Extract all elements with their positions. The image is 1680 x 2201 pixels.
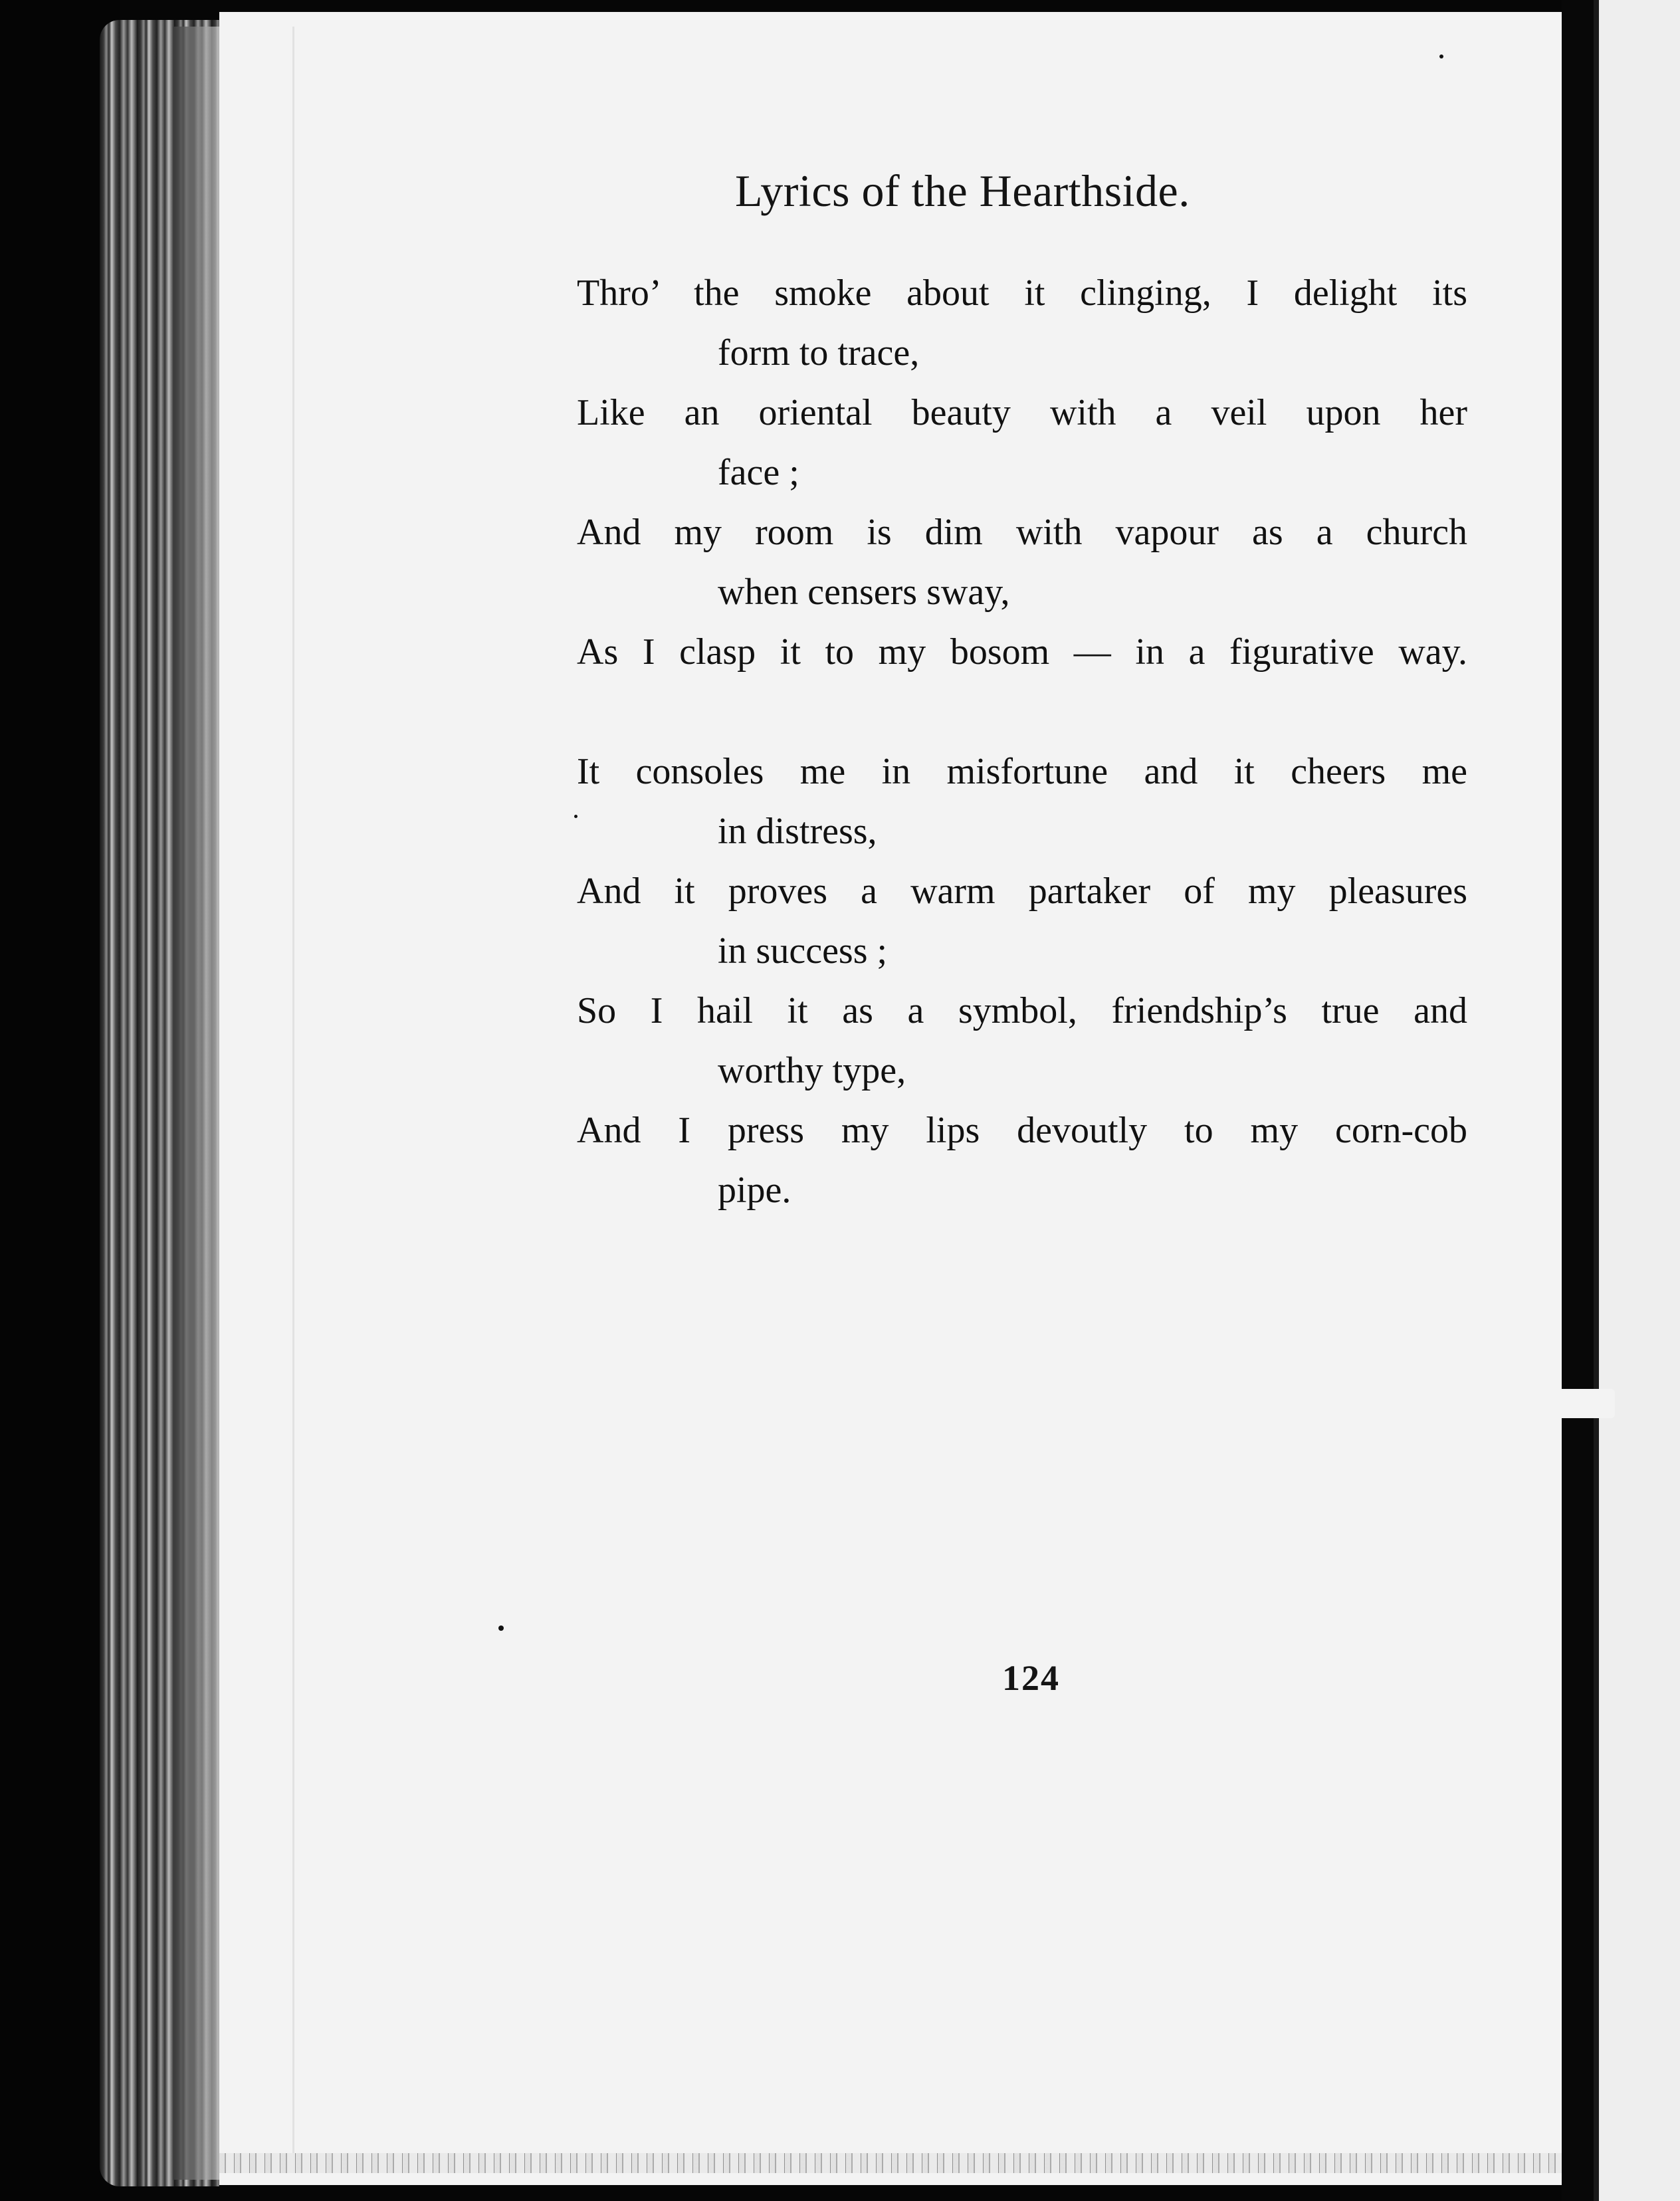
poem-line: It consoles me in misfortune and it cheers me <box>577 751 1467 792</box>
poem-line-continuation: in success ; <box>718 930 888 972</box>
book-gutter <box>1562 0 1594 2201</box>
stanza-2 <box>577 742 1474 1220</box>
page-crease <box>292 27 294 2153</box>
poem-line-continuation: pipe. <box>718 1170 791 1211</box>
poem-line-continuation: worthy type, <box>718 1050 906 1091</box>
page-number: 124 <box>1002 1658 1060 1698</box>
page-tab-notch <box>1555 1389 1615 1418</box>
poem-line: As I clasp it to my bosom — in a figurative way. <box>577 631 1467 673</box>
poem-line-continuation: when censers sway, <box>718 572 1010 613</box>
poem-line: Like an oriental beauty with a veil upon her <box>577 392 1467 433</box>
page-bottom-edge <box>219 2153 1562 2173</box>
poem-line: And I press my lips devoutly to my corn-cob <box>577 1110 1467 1151</box>
running-head-title: Lyrics of the Hearthside. <box>735 165 1190 216</box>
stanza-break <box>577 682 1474 742</box>
stanza-1 <box>577 263 1474 682</box>
poem-line: And my room is dim with vapour as a church <box>577 512 1467 553</box>
facing-page-edge <box>1594 0 1599 2201</box>
poem-line: So I hail it as a symbol, friendship’s true and <box>577 990 1467 1031</box>
ink-speck <box>1439 54 1443 58</box>
poem-line-continuation: form to trace, <box>718 332 920 373</box>
poem-body <box>577 263 1474 1220</box>
ink-speck <box>498 1625 504 1631</box>
poem-line: Thro’ the smoke about it clinging, I delight its <box>577 272 1467 314</box>
facing-page-sliver <box>1594 0 1680 2201</box>
poem-line-continuation: face ; <box>718 452 799 493</box>
poem-line-continuation: in distress, <box>718 811 877 852</box>
poem-line: And it proves a warm partaker of my pleasures <box>577 871 1467 912</box>
